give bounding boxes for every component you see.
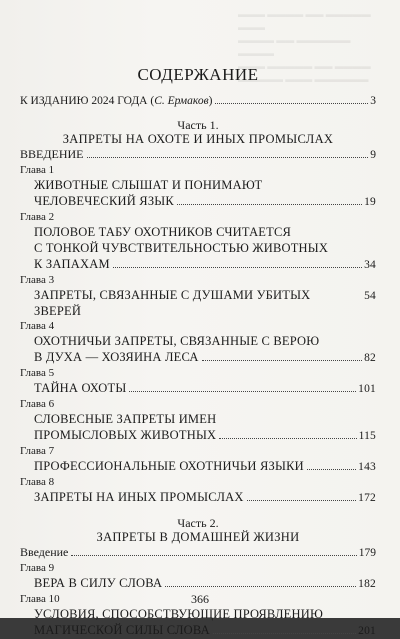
dot-leader	[202, 360, 362, 361]
table-of-contents	[20, 64, 376, 639]
dot-leader	[215, 103, 368, 104]
page-ref: 34	[364, 259, 376, 271]
dot-leader	[113, 267, 362, 268]
chapter-title-line: ПРОФЕССИОНАЛЬНЫЕ ОХОТНИЧЬИ ЯЗЫКИ	[34, 459, 304, 473]
part-number: Часть 1.	[177, 118, 219, 132]
chapter-title-line: ТАЙНА ОХОТЫ	[34, 381, 127, 395]
chapter-title-line: В ДУХА — ХОЗЯИНА ЛЕСА	[34, 350, 199, 364]
dot-leader	[71, 555, 356, 556]
part-title: ЗАПРЕТЫ В ДОМАШНЕЙ ЖИЗНИ	[96, 530, 300, 544]
page-ref: 82	[364, 352, 376, 364]
bleed-through-text: ▬▬▬ ▬▬▬▬ ▬▬ ▬▬▬▬▬ ▬▬▬ ▬▬▬▬ ▬▬ ▬▬▬▬▬▬ ▬▬▬▬ ▬▬▬ ▬▬▬▬▬ ▬▬ ▬▬▬▬ ▬▬▬▬▬ ▬▬▬ ▬▬▬▬▬▬	[238, 9, 371, 84]
introduction-entry[interactable]	[20, 147, 376, 163]
preface-author: С. Ермаков	[154, 95, 209, 107]
chapter-entry[interactable]	[20, 333, 376, 366]
page-ref: 54	[364, 290, 376, 302]
dot-leader	[213, 633, 356, 634]
chapter-title-line: УСЛОВИЯ, СПОСОБСТВУЮЩИЕ ПРОЯВЛЕНИЮ	[34, 607, 324, 621]
chapter-label: Глава 8	[20, 476, 55, 488]
chapter-label: Глава 7	[20, 445, 55, 457]
chapter-entry[interactable]	[20, 287, 376, 319]
dot-leader	[177, 204, 362, 205]
page-ref: 179	[358, 547, 376, 559]
chapter-title-line: ЧЕЛОВЕЧЕСКИЙ ЯЗЫК	[34, 194, 174, 208]
chapter-entry[interactable]	[20, 380, 376, 397]
page-ref: 3	[370, 95, 376, 107]
chapter-label: Глава 4	[20, 320, 55, 332]
page-ref: 101	[358, 383, 376, 395]
chapter-label: Глава 1	[20, 164, 55, 176]
introduction-entry[interactable]	[20, 545, 376, 561]
chapter-entry[interactable]	[20, 489, 376, 506]
dot-leader	[165, 586, 356, 587]
page-ref: 172	[358, 492, 376, 504]
chapter-title-line: ЖИВОТНЫЕ СЛЫШАТ И ПОНИМАЮТ	[34, 178, 263, 192]
preface-close: )	[208, 95, 213, 107]
chapter-entry[interactable]	[20, 575, 376, 592]
chapter-title-last-line	[34, 489, 376, 506]
preface-title: К ИЗДАНИЮ 2024 ГОДА (	[20, 95, 155, 107]
chapter-title-line: К ЗАПАХАМ	[34, 257, 110, 271]
preface-entry[interactable]	[20, 94, 376, 108]
chapter-title-line: ЗАПРЕТЫ НА ИНЫХ ПРОМЫСЛАХ	[34, 490, 244, 504]
chapter-label: Глава 2	[20, 211, 55, 223]
parts-list	[20, 118, 376, 639]
page-ref: 201	[358, 625, 376, 637]
chapter-title-last-line	[34, 458, 376, 475]
page-ref: 143	[358, 461, 376, 473]
chapter-entry[interactable]	[20, 177, 376, 210]
introduction-label: Введение	[20, 545, 69, 559]
chapter-title-line: ЗАПРЕТЫ, СВЯЗАННЫЕ С ДУШАМИ УБИТЫХ ЗВЕРЕЙ	[34, 288, 311, 318]
part-number: Часть 2.	[177, 516, 219, 530]
chapter-title-last-line	[34, 256, 376, 273]
introduction-label: ВВЕДЕНИЕ	[20, 147, 84, 161]
chapter-title-last-line	[34, 380, 376, 397]
chapter-label: Глава 6	[20, 398, 55, 410]
chapter-title-last-line	[34, 622, 376, 639]
toc-heading: СОДЕРЖАНИЕ	[137, 65, 259, 84]
preface-text	[20, 94, 212, 108]
part-title: ЗАПРЕТЫ НА ОХОТЕ И ИНЫХ ПРОМЫСЛАХ	[62, 132, 334, 146]
dot-leader	[247, 500, 357, 501]
chapter-title-line: СЛОВЕСНЫЕ ЗАПРЕТЫ ИМЕН	[34, 412, 217, 426]
page-ref: 19	[364, 196, 376, 208]
chapter-entry[interactable]	[20, 411, 376, 444]
chapter-title-line: ОХОТНИЧЬИ ЗАПРЕТЫ, СВЯЗАННЫЕ С ВЕРОЮ	[34, 334, 320, 348]
dot-leader	[87, 157, 369, 158]
chapter-title-last-line	[34, 427, 376, 444]
chapter-label: Глава 9	[20, 562, 55, 574]
dot-leader	[219, 438, 356, 439]
chapter-title-last-line	[34, 193, 376, 210]
chapter-label: Глава 10	[20, 593, 60, 605]
chapter-title-last-line	[34, 287, 376, 319]
chapter-entry[interactable]	[20, 458, 376, 475]
chapter-title-line: ПОЛОВОЕ ТАБУ ОХОТНИКОВ СЧИТАЕТСЯ	[34, 225, 292, 239]
page-ref: 9	[370, 149, 376, 161]
chapter-entry[interactable]	[20, 606, 376, 639]
chapter-label: Глава 3	[20, 274, 55, 286]
dot-leader	[129, 391, 356, 392]
chapter-label: Глава 5	[20, 367, 55, 379]
chapter-entry[interactable]	[20, 224, 376, 273]
chapter-title-line: ВЕРА В СИЛУ СЛОВА	[34, 576, 163, 590]
folio-number: 366	[191, 592, 209, 606]
page-ref: 182	[358, 578, 376, 590]
page-ref: 115	[358, 430, 376, 442]
chapter-title-line: МАГИЧЕСКОЙ СИЛЫ СЛОВА	[34, 623, 210, 637]
chapter-title-line: С ТОНКОЙ ЧУВСТВИТЕЛЬНОСТЬЮ ЖИВОТНЫХ	[34, 241, 329, 255]
chapter-title-last-line	[34, 575, 376, 592]
dot-leader	[307, 469, 356, 470]
chapter-title-last-line	[34, 349, 376, 366]
chapter-title-line: ПРОМЫСЛОВЫХ ЖИВОТНЫХ	[34, 428, 217, 442]
